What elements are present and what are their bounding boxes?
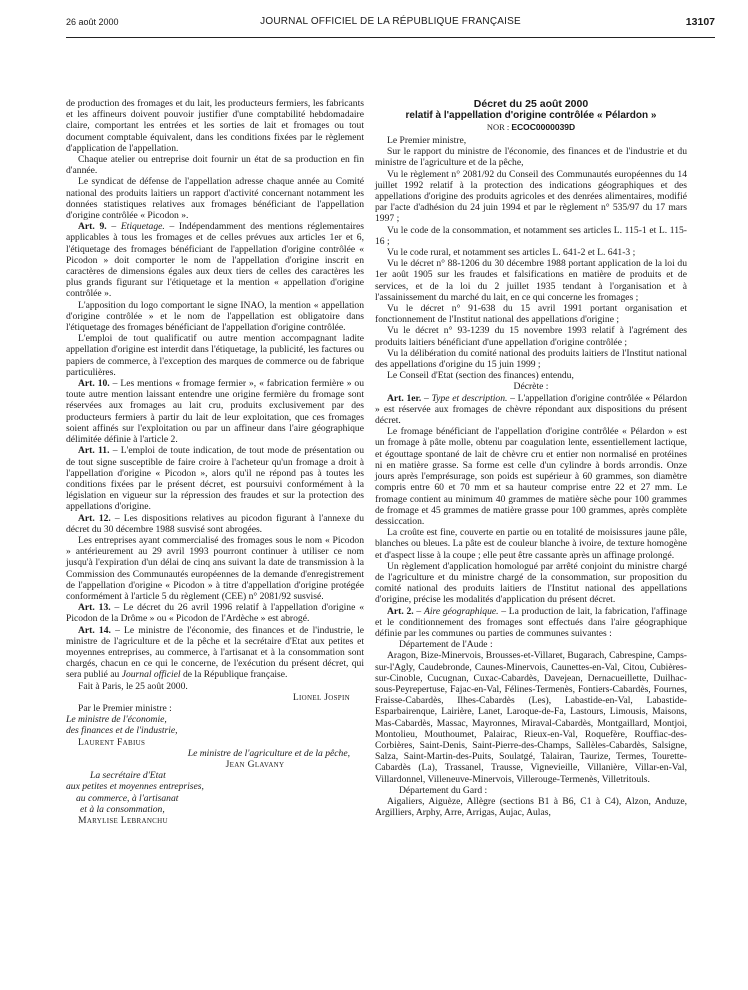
article-text: – La production de lait, la fabrication, l'affinage et le conditionnement des fromages sont effectués dans l'aire géographique définie par les communes ou parties de communes suivantes : [375,605,688,639]
secretary-title: La secrétaire d'Etat [90,770,166,782]
article-text: – Indépendamment des mentions réglementaires applicables à tous les fromages et de celles prévues aux articles 1er et 6, l'étiquetage des fromages bénéficiant de l'appellation d'origine contrôlée « Picodon » doit comporter le nom de l'appellation d'origine inscrit en caractères de dimensions égales aux deux tiers de celles des caractères les plus grands figurant sur l'étiquetage et la mention « appellation d'origine contrôlée ». [66,221,364,300]
article-text: – Le ministre de l'économie, des finances et de l'industrie, le ministre de l'agriculture et de la pêche et la secrétaire d'Etat aux petites et moyennes entreprises, au commerce, à l'artisanat et à la consommation sont chargés, chacun en ce qui le concerne, de l'exécution du présent décret, qui sera publié au [66,624,364,681]
secretary-title: aux petites et moyennes entreprises, [66,781,204,793]
article-label: Art. 10. [78,378,110,390]
journal-title: JOURNAL OFFICIEL DE LA RÉPUBLIQUE FRANÇAISE [260,16,521,27]
article-title: Etiquetage. [120,221,165,233]
minister-title: Le ministre de l'économie, [66,714,167,726]
decree-subtitle: relatif à l'appellation d'origine contrôlée « Pélardon » [405,110,657,121]
minister-title: Le ministre de l'agriculture et de la pêche, [187,747,350,759]
article-text: – Les mentions « fromage fermier », « fabrication fermière » ou toute autre mention laissant entendre une origine fermière du fromage sont réservées aux fromages au lait cru, produits exclusivement par des producteurs fermiers à partir du lait de leur exploitation, que ces fromages soient affinés sur l'exploitation ou par un affineur dans l'aire géographique délimitée définie à l'article 2. [66,378,365,446]
journal-name: Journal officiel [121,669,181,681]
decrete: Décrète : [513,381,549,393]
article-label: Art. 2. [387,605,414,617]
decree-title: Décret du 25 août 2000 [473,98,589,110]
nor-label: NOR : [486,122,512,132]
minister-name: Laurent Fabius [78,736,146,748]
visa: Vu le code rural, et notamment ses articles L. 641-2 et L. 641-3 ; [387,247,636,259]
paragraph: Le Premier ministre, [387,135,467,146]
article-11 [66,445,364,512]
commune-list: Aigaliers, Aiguèze, Allègre (sections B1 à B6, C1 à C4), Alzon, Anduze, Argilliers, Arphy, Arre, Arrigas, Aujac, Aulas, [375,795,687,819]
paragraph: Un règlement d'application homologué par arrêté conjoint du ministre chargé de l'agriculture et du ministre chargé de la consommation, sur proposition du comité national des produits laitiers de l'Institut national des appellations d'origine, précise les modalités d'application du présent décret. [375,560,687,606]
article-1: Art. 1er. – Type et description. – L'appellation d'origine contrôlée « Pélardon » est réservée aux fromages de chèvre répondant aux dispositions du présent décret. [375,392,687,427]
article-label: Art. 1er. [387,392,422,404]
article-label: Art. 14. [78,624,111,636]
article-12 [66,513,364,535]
paragraph: Le syndicat de défense de l'appellation adresse chaque année au Comité national des produits laitiers un rapport d'activité concernant notamment les données statistiques relatives aux fromages bénéficiant de l'appellation d'origine contrôlée « Picodon ». [66,176,364,222]
article-10 [66,378,364,445]
visa: Vu la délibération du comité national des produits laitiers de l'Institut national des appellations d'origine du 15 juin 1999 ; [375,347,687,371]
decree-heading [375,98,687,133]
header-date: 26 août 2000 [66,17,119,27]
left-column [66,98,364,826]
right-column [375,98,687,818]
article-2: Art. 2. – Aire géographique. – La production de lait, la fabrication, l'affinage et le conditionnement des fromages sont effectués dans l'aire géographique définie par les communes ou parties de communes suivantes : [375,605,688,639]
pm-signature: Lionel Jospin [292,691,350,703]
secretary-title: et à la consommation, [80,803,165,815]
paragraph: Les entreprises ayant commercialisé des fromages sous le nom « Picodon » antérieurement au 29 avril 1993 pourront continuer à utiliser ce nom jusqu'à l'expiration d'un délai de cinq ans suivant la date de transmission à la Commission des Communautés européennes de la demande d'enregistrement de l'appellation d'origine « Picodon » à titre d'appellation d'origine protégée conformément à l'article 5 du règlement (CEE) n° 2081/92 susvisé. [66,534,364,602]
minister-title: des finances et de l'industrie, [66,725,178,737]
article-14 [66,625,364,681]
paragraph: de production des fromages et du lait, les producteurs fermiers, les fabricants et les affineurs doivent pouvoir justifier d'une comptabilité hebdomadaire claire, comportant les entrées et les sorties de lait et fromages ou tout document comptable équivalent, dans les conditions fixées par le règlement d'application de l'appellation. [66,98,364,154]
visa: Vu le décret n° 91-638 du 15 avril 1991 portant organisation et fonctionnement de l'Institut national des appellations d'origine ; [375,303,687,326]
page-header [66,16,715,32]
visa: Vu le décret n° 93-1239 du 15 novembre 1993 relatif à l'agrément des produits laitiers bénéficiant d'une appellation d'origine contrôlée ; [375,325,687,348]
minister-name: Jean Glavany [225,758,285,770]
paragraph: La croûte est fine, couverte en partie ou en totalité de moisissures jaune pâle, blanches ou bleues. La pâte est de couleur blanche à ivoire, de texture homogène et d'aspect lisse à la coupe ; elle peut être cassante après un affinage prolongé. [375,527,687,561]
secretary-name: Marylise Lebranchu [78,815,168,826]
paragraph: Le fromage bénéficiant de l'appellation d'origine contrôlée « Pélardon » est un fromage à pâte molle, obtenu par coagulation lente, essentiellement lactique, et égouttage spontané de lait de chèvre cru et entier non normalisé en protéines ni en matière grasse. Sa forme est celle d'un cylindre à bords arrondis. Onze jours après l'emprésurage, son poids est supérieur à 60 grammes, son diamètre compris entre 60 et 70 mm et sa hauteur comprise entre 22 et 27 mm. Le fromage contient au minimum 40 grammes de matière sèche pour 100 grammes de fromage et 45 grammes de matière grasse pour 100 grammes, après complète dessiccation. [375,426,687,527]
article-text: – L'emploi de toute indication, de tout mode de présentation ou de tout signe susceptible de faire croire à l'acheteur qu'un fromage a droit à l'appellation d'origine « Picodon », alors qu'il ne répond pas à toutes les conditions fixées par le présent décret, est poursuivi conformément à la législation en vigueur sur la répression des fraudes et sur la protection des appellations d'origine. [66,445,364,513]
visa: Vu le décret n° 88-1206 du 30 décembre 1988 portant application de la loi du 1er août 1905 sur les fraudes et falsifications en matière de produits et de services, et de la loi du 2 juillet 1935 tendant à l'organisation et à l'assainissement du marché du lait, en ce qui concerne les fromages ; [375,258,687,303]
department-heading: Département du Gard : [399,784,488,796]
article-label: Art. 9. [78,221,107,233]
nor-code: ECOC0000039D [511,122,576,132]
article-label: Art. 11. [78,445,110,457]
visa: Le Conseil d'Etat (section des finances) entendu, [387,370,574,382]
page-number: 13107 [685,16,715,28]
article-text: de la République française. [180,669,288,681]
paragraph: L'apposition du logo comportant le signe INAO, la mention « appellation d'origine contrôlée » et le nom de l'appellation est obligatoire dans l'étiquetage des fromages bénéficiant de l'appellation d'origine contrôlée. [66,299,364,334]
par-premier-ministre: Par le Premier ministre : [78,702,172,714]
secretary-title: au commerce, à l'artisanat [76,792,179,804]
article-label: Art. 12. [78,512,111,524]
nor-reference [375,122,687,133]
article-title: Aire géographique. [423,605,499,617]
article-title: Type et description. [431,392,508,404]
paragraph: L'emploi de tout qualificatif ou autre mention accompagnant ladite appellation d'origine est interdit dans l'étiquetage, la publicité, les factures ou papiers de commerce, à l'exception des marques de commerce ou de fabrique particulières. [66,333,364,378]
article-label: Art. 13. [78,602,111,614]
article-text: – Les dispositions relatives au picodon figurant à l'annexe du décret du 30 décembre 1988 susvisé sont abrogées. [66,512,364,535]
article-13 [66,602,364,624]
header-rule [66,37,715,38]
done-at: Fait à Paris, le 25 août 2000. [78,680,188,692]
paragraph: Chaque atelier ou entreprise doit fournir un état de sa production en fin d'année. [66,154,364,177]
visa: Vu le règlement n° 2081/92 du Conseil des Communautés européennes du 14 juillet 1992 relatif à la protection des indications géographiques et des appellations d'origine des produits agricoles et des denrées alimentaires, modifié par l'acte d'adhésion du 24 juin 1994 et par le règlement n° 535/97 du 17 mars 1997 ; [375,168,687,225]
visa: Sur le rapport du ministre de l'économie, des finances et de l'industrie et du ministre de l'agriculture et de la pêche, [375,146,687,169]
commune-list: Aragon, Bize-Minervois, Brousses-et-Villaret, Bugarach, Cabrespine, Camps-sur-l'Agly, Caudebronde, Caunes-Minervois, Caunettes-en-Val, Citou, Cubières-sur-Cinoble, Cucugnan, Cuxac-Cabardès, Davejean, Dernacueillette, Duilhac-sous-Peyrepertuse, Fajac-en-Val, Félines-Termenès, Fontiers-Cabardès, Fournes, Fraisse-Cabardès, Ilhes-Cabardès (Les), Labastide-en-Val, Labastide-Esparbairenque, Lairière, Lanet, Laroque-de-Fa, Lastours, Limousis, Maisons, Mas-Cabardès, Massac, Mayronnes, Miraval-Cabardès, Montgaillard, Montjoi, Montolieu, Mouthoumet, Palairac, Rieux-en-Val, Roquefère, Rouffiac-des-Corbières, Saint-Denis, Saint-Pierre-des-Champs, Sallèles-Cabardès, Salsigne, Salza, Saint-Martin-des-Puits, Soulatgé, Talairan, Taurize, Termes, Tourette-Cabardès (La), Trassanel, Trausse, Vignevieille, Villanière, Villar-en-Val, Villardonnel, Villeneuve-Minervois, Villerouge-Termenès, Villetritouls. [375,650,687,785]
article-text: – L'appellation d'origine contrôlée « Pélardon » est réservée aux fromages de chèvre répondant aux dispositions du présent décret. [375,392,687,427]
article-text: – Le décret du 26 avril 1996 relatif à l'appellation d'origine « Picodon de la Drôme » ou « Picodon de l'Ardèche » est abrogé. [66,602,364,625]
visa: Vu le code de la consommation, et notamment ses articles L. 115-1 et L. 115-16 ; [375,224,687,247]
article-9: Art. 9. – Etiquetage. – Indépendamment des mentions réglementaires applicables à tous les fromages et de celles prévues aux articles 1er et 6, l'étiquetage des fromages bénéficiant de l'appellation d'origine contrôlée « Picodon » doit comporter le nom de l'appellation d'origine inscrit en caractères de dimensions égales aux deux tiers de celles des caractères les plus grands figurant sur l'étiquetage et la mention « appellation d'origine contrôlée ». [66,221,364,300]
department-heading: Département de l'Aude : [399,639,493,651]
